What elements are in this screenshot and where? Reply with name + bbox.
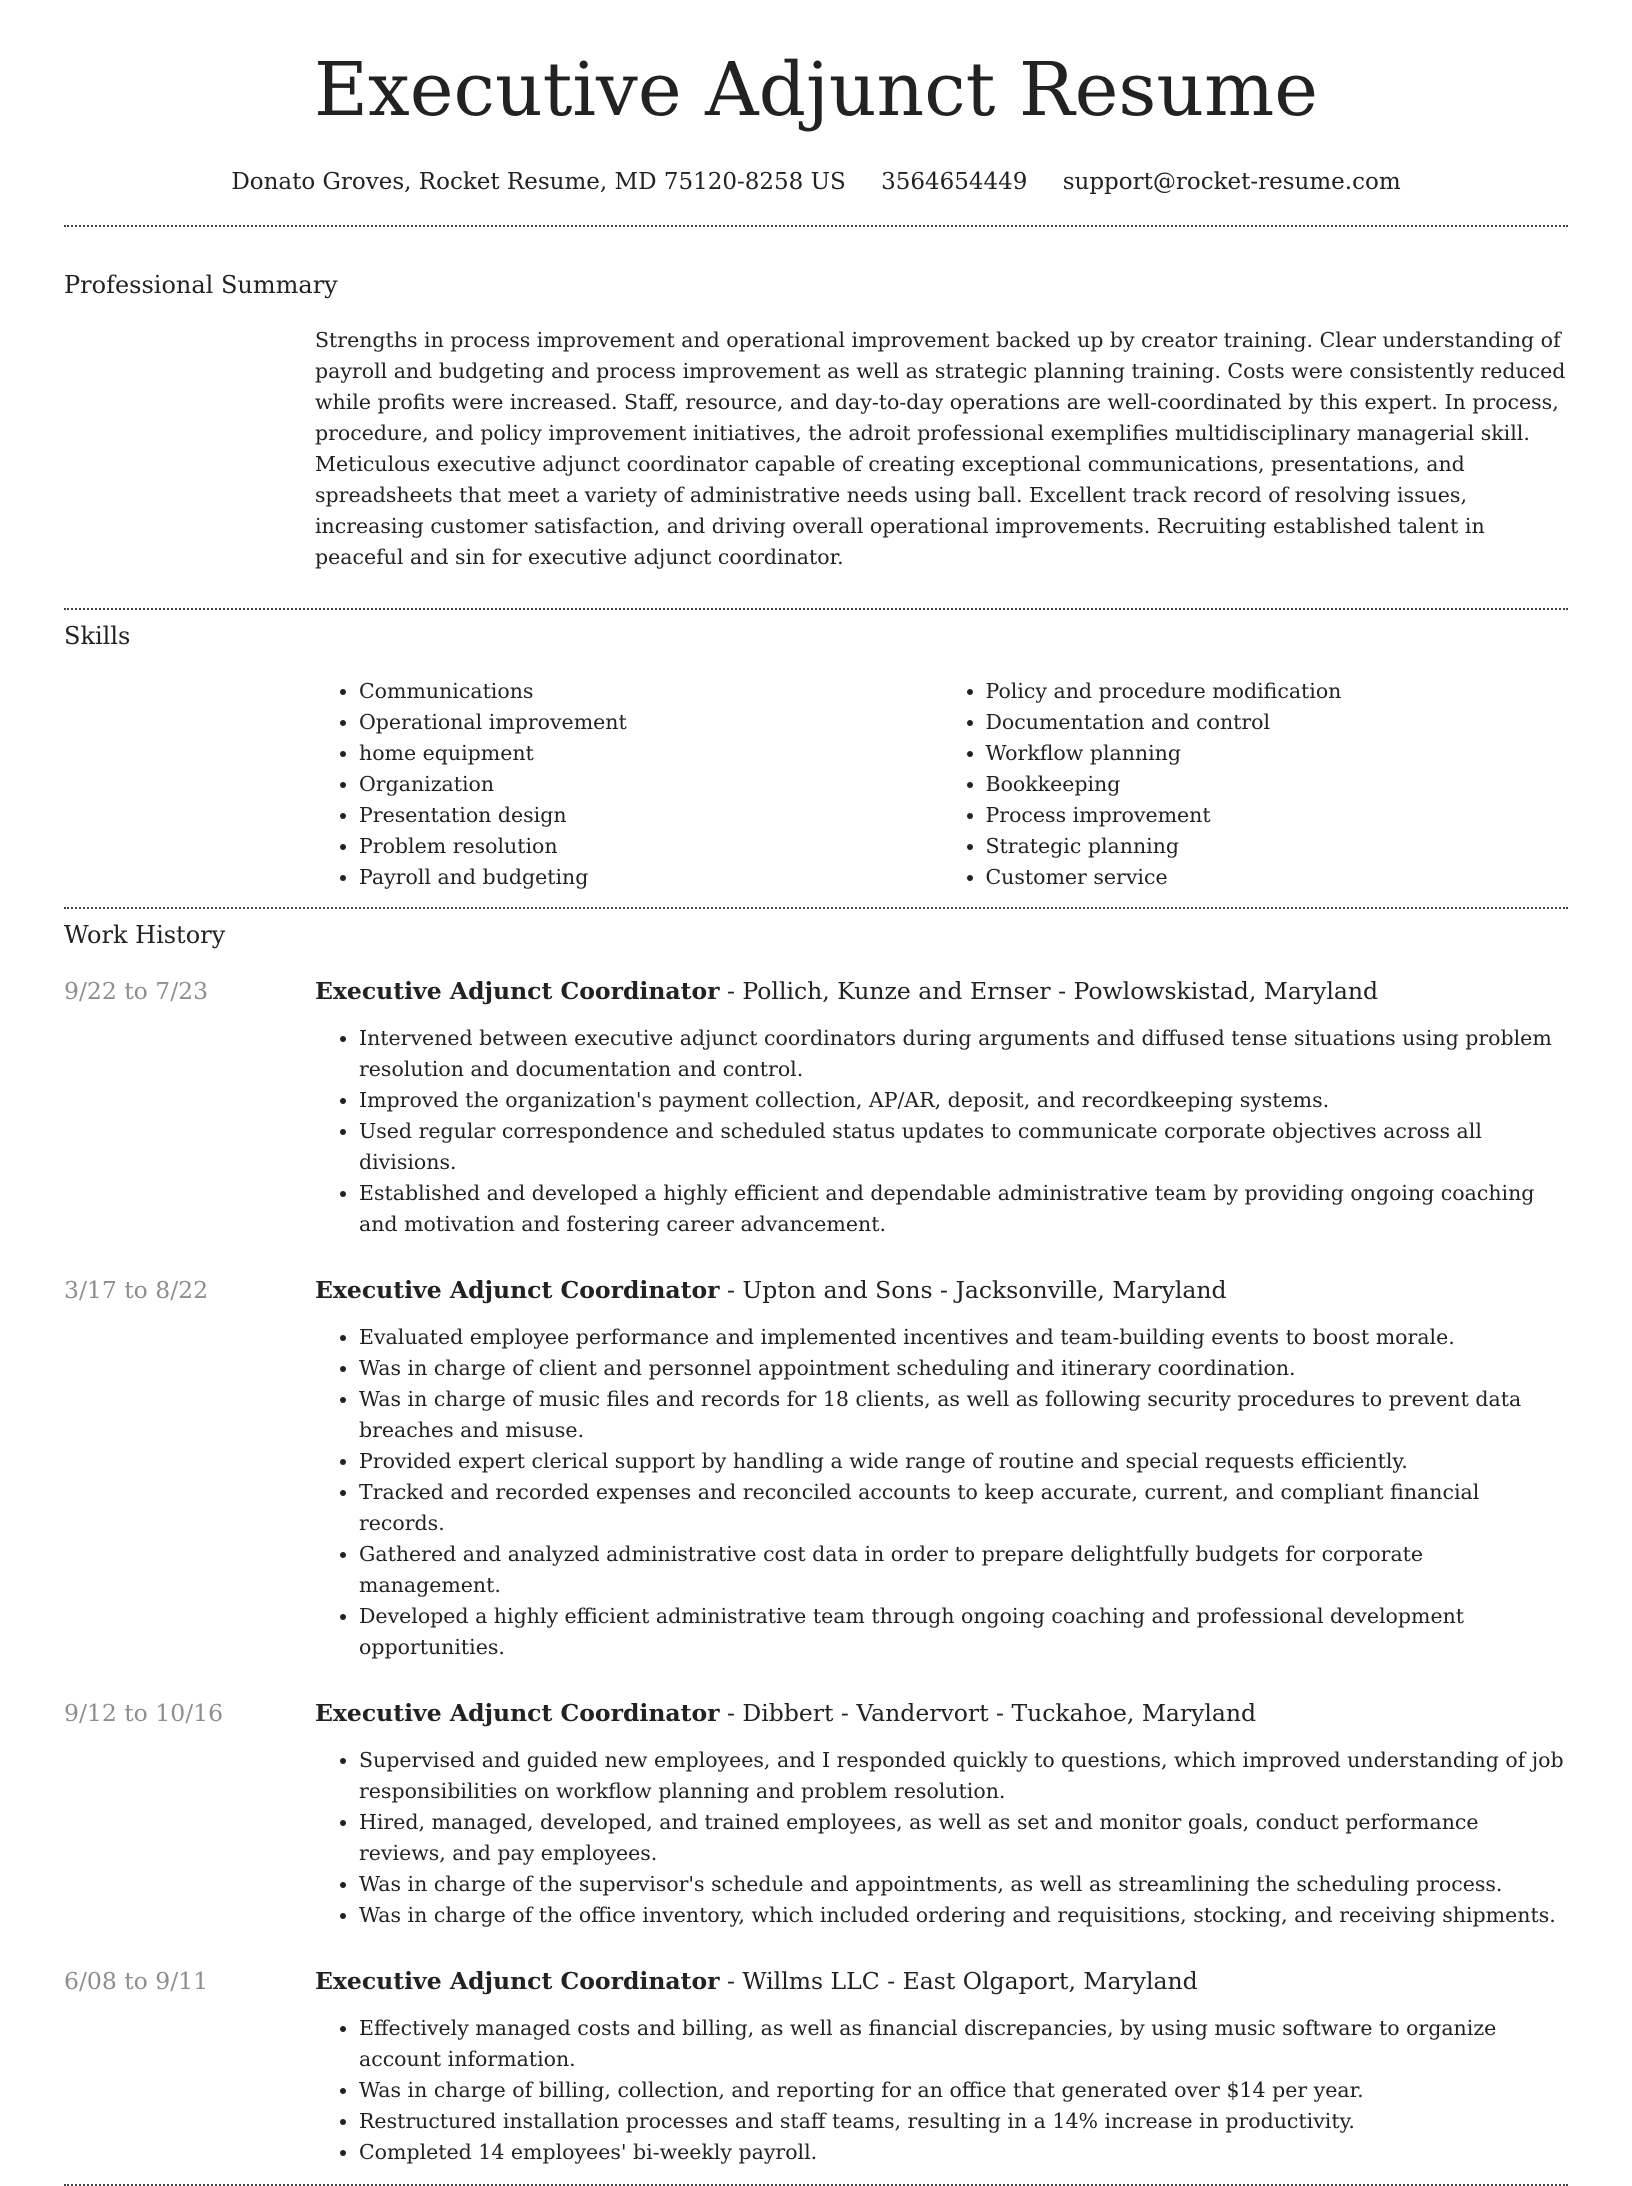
job-bullets bbox=[315, 1023, 1568, 1240]
skills-list-left bbox=[315, 676, 942, 893]
skill-item: • Payroll and budgeting bbox=[359, 862, 942, 893]
job-dates: 6/08 to 9/11 bbox=[64, 1966, 209, 1995]
skills-grid bbox=[315, 676, 1568, 907]
job-bullets bbox=[315, 2013, 1568, 2168]
skills-heading: Skills bbox=[64, 621, 131, 650]
job-details bbox=[315, 1274, 1568, 1663]
job-bullet: • Gathered and analyzed administrative cost data in order to prepare delightfully budgets for corporate management. bbox=[359, 1539, 1568, 1601]
job-bullet: • Established and developed a highly efficient and dependable administrative team by providing ongoing coaching and motivation and fostering career advancement. bbox=[359, 1178, 1568, 1240]
summary-heading: Professional Summary bbox=[64, 271, 338, 300]
skill-item: • Process improvement bbox=[986, 800, 1569, 831]
job-bullet: • Was in charge of music files and records for 18 clients, as well as following security procedures to prevent data breaches and misuse. bbox=[359, 1384, 1568, 1446]
job-bullet: • Tracked and recorded expenses and reconciled accounts to keep accurate, current, and compliant financial records. bbox=[359, 1477, 1568, 1539]
job-bullet: • Hired, managed, developed, and trained employees, as well as set and monitor goals, conduct performance reviews, and pay employees. bbox=[359, 1807, 1568, 1869]
job-bullet: • Intervened between executive adjunct coordinators during arguments and diffused tense situations using problem resolution and documentation and control. bbox=[359, 1023, 1568, 1085]
job-employer: - Pollich, Kunze and Ernser - Powlowskistad, Maryland bbox=[719, 976, 1379, 1005]
job-dates: 9/22 to 7/23 bbox=[64, 976, 209, 1005]
skill-item: • Documentation and control bbox=[986, 707, 1569, 738]
contact-line bbox=[64, 169, 1568, 195]
work-history-section bbox=[64, 909, 1568, 2168]
skill-item: • Organization bbox=[359, 769, 942, 800]
skills-list-right bbox=[942, 676, 1569, 893]
job-entry bbox=[64, 1965, 1568, 2168]
job-employer: - Willms LLC - East Olgaport, Maryland bbox=[719, 1966, 1198, 1995]
job-bullet: • Was in charge of billing, collection, and reporting for an office that generated over $14 per year. bbox=[359, 2075, 1568, 2106]
job-heading bbox=[315, 1274, 1568, 1306]
job-role: Executive Adjunct Coordinator bbox=[315, 1275, 720, 1304]
skill-item: • home equipment bbox=[359, 738, 942, 769]
skill-item: • Customer service bbox=[986, 862, 1569, 893]
job-entry bbox=[64, 975, 1568, 1240]
job-bullet: • Supervised and guided new employees, and I responded quickly to questions, which improved understanding of job responsibilities on workflow planning and problem resolution. bbox=[359, 1745, 1568, 1807]
contact-email: support@rocket-resume.com bbox=[1062, 169, 1401, 196]
work-history-heading: Work History bbox=[64, 920, 226, 949]
job-bullet: • Used regular correspondence and scheduled status updates to communicate corporate objectives across all divisions. bbox=[359, 1116, 1568, 1178]
job-bullet: • Completed 14 employees' bi-weekly payroll. bbox=[359, 2137, 1568, 2168]
job-entry bbox=[64, 1274, 1568, 1663]
contact-address: Donato Groves, Rocket Resume, MD 75120-8258 US bbox=[231, 169, 846, 196]
job-role: Executive Adjunct Coordinator bbox=[315, 1966, 720, 1995]
summary-section bbox=[64, 227, 1568, 587]
job-bullet: • Effectively managed costs and billing, as well as financial discrepancies, by using music software to organize account information. bbox=[359, 2013, 1568, 2075]
job-bullet: • Was in charge of the supervisor's schedule and appointments, as well as streamlining the scheduling process. bbox=[359, 1869, 1568, 1900]
job-bullet: • Provided expert clerical support by handling a wide range of routine and special requests efficiently. bbox=[359, 1446, 1568, 1477]
resume-title: Executive Adjunct Resume bbox=[313, 47, 1319, 133]
job-heading bbox=[315, 975, 1568, 1007]
contact-phone: 3564654449 bbox=[881, 169, 1028, 196]
job-bullet: • Improved the organization's payment collection, AP/AR, deposit, and recordkeeping systems. bbox=[359, 1085, 1568, 1116]
skill-item: • Bookkeeping bbox=[986, 769, 1569, 800]
job-details bbox=[315, 1965, 1568, 2168]
job-dates: 9/12 to 10/16 bbox=[64, 1698, 224, 1727]
skill-item: • Strategic planning bbox=[986, 831, 1569, 862]
job-employer: - Upton and Sons - Jacksonville, Maryland bbox=[719, 1275, 1227, 1304]
skill-item: • Problem resolution bbox=[359, 831, 942, 862]
job-bullet: • Was in charge of the office inventory, which included ordering and requisitions, stocking, and receiving shipments. bbox=[359, 1900, 1568, 1931]
skill-item: • Communications bbox=[359, 676, 942, 707]
job-bullet: • Restructured installation processes and staff teams, resulting in a 14% increase in productivity. bbox=[359, 2106, 1568, 2137]
job-bullet: • Was in charge of client and personnel appointment scheduling and itinerary coordination. bbox=[359, 1353, 1568, 1384]
skill-item: • Operational improvement bbox=[359, 707, 942, 738]
job-dates: 3/17 to 8/22 bbox=[64, 1275, 209, 1304]
job-heading bbox=[315, 1697, 1568, 1729]
skills-section bbox=[64, 610, 1568, 907]
job-entry bbox=[64, 1697, 1568, 1931]
job-bullets bbox=[315, 1322, 1568, 1663]
job-employer: - Dibbert - Vandervort - Tuckahoe, Maryland bbox=[719, 1698, 1257, 1727]
job-role: Executive Adjunct Coordinator bbox=[315, 976, 720, 1005]
job-bullets bbox=[315, 1745, 1568, 1931]
skill-item: • Presentation design bbox=[359, 800, 942, 831]
job-details bbox=[315, 1697, 1568, 1931]
job-heading bbox=[315, 1965, 1568, 1997]
skill-item: • Policy and procedure modification bbox=[986, 676, 1569, 707]
job-details bbox=[315, 975, 1568, 1240]
job-bullet: • Developed a highly efficient administrative team through ongoing coaching and professional development opportunities. bbox=[359, 1601, 1568, 1663]
skill-item: • Workflow planning bbox=[986, 738, 1569, 769]
summary-text: Strengths in process improvement and operational improvement backed up by creator training. Clear understanding of payroll and budgeting and process improvement as well as strategic planning training. Costs were consistently reduced while profits were increased. Staff, resource, and day-to-day operations are well-coordinated by this expert. In process, procedure, and policy improvement initiatives, the adroit professional exemplifies multidisciplinary managerial skill. Meticulous executive adjunct coordinator capable of creating exceptional communications, presentations, and spreadsheets that meet a variety of administrative needs using ball. Excellent track record of resolving issues, increasing customer satisfaction, and driving overall operational improvements. Recruiting established talent in peaceful and sin for executive adjunct coordinator. bbox=[315, 328, 1566, 570]
job-bullet: • Evaluated employee performance and implemented incentives and team-building events to boost morale. bbox=[359, 1322, 1568, 1353]
job-role: Executive Adjunct Coordinator bbox=[315, 1698, 720, 1727]
